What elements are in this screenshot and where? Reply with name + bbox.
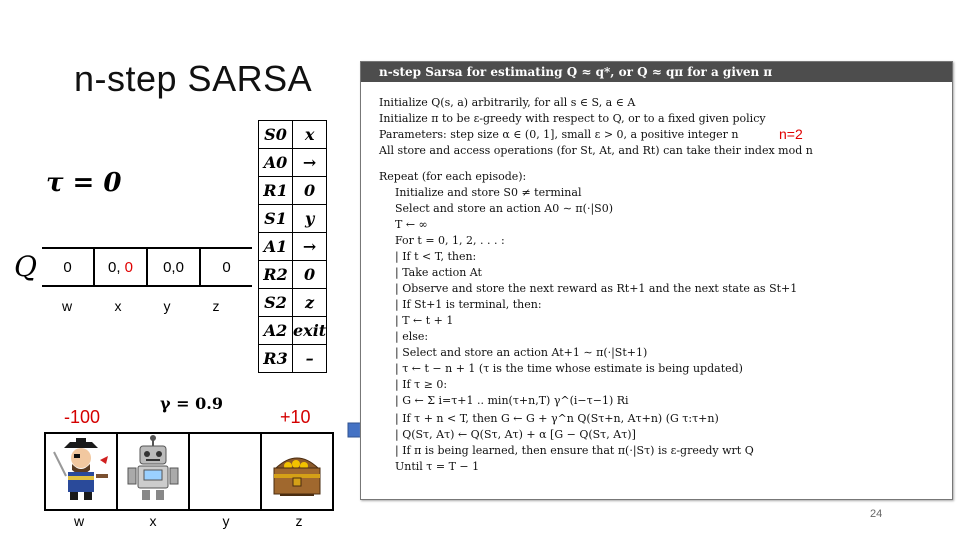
tau-equation: τ = 0 [46,168,122,198]
algorithm-line: | Take action At [395,266,482,279]
algorithm-line: | If t < T, then: [395,250,477,263]
q-cell-y: 0,0 [147,248,200,286]
q-cell-w: 0 [42,248,94,286]
pirate-icon [46,434,116,504]
algorithm-line: Repeat (for each episode): [379,170,527,183]
seq-label: A0 [259,149,293,177]
algorithm-line: All store and access operations (for St, At, and Rt) can take their index mod n [379,144,813,157]
algorithm-line: | Observe and store the next reward as Rt+1 and the next state as St+1 [395,282,798,295]
seq-label: R3 [259,345,293,373]
reward-left: -100 [64,407,101,427]
seq-value: – [293,345,327,373]
seq-value: 0 [293,261,327,289]
algorithm-line: Until τ = T − 1 [395,460,480,473]
grid-label-y: y [222,513,230,529]
seq-label: R1 [259,177,293,205]
grid-cell-x [117,433,189,510]
grid-cell-w [45,433,117,510]
seq-label: A1 [259,233,293,261]
algorithm-line: | Q(Sτ, Aτ) ← Q(Sτ, Aτ) + α [G − Q(Sτ, Aτ)] [395,428,636,441]
q-state-y: y [163,298,171,314]
seq-value: z [293,289,327,317]
algorithm-line: | τ ← t − n + 1 (τ is the time whose estimate is being updated) [395,362,743,375]
seq-value: → [293,233,327,261]
grid-world [44,432,334,511]
seq-value: → [293,149,327,177]
treasure-chest-icon [262,434,332,504]
q-cell-x [94,248,147,286]
robot-icon [118,434,188,504]
seq-label: S2 [259,289,293,317]
gamma-equation: γ = 0.9 [160,394,223,413]
seq-value: 0 [293,177,327,205]
q-state-z: z [212,298,220,314]
algorithm-line: Select and store an action A0 ∼ π(·|S0) [395,202,613,215]
algorithm-line: Initialize π to be ε-greedy with respect to Q, or to a fixed given policy [379,112,766,125]
algorithm-line: | If π is being learned, then ensure that π(·|Sτ) is ε-greedy wrt Q [395,444,754,457]
seq-label: A2 [259,317,293,345]
algorithm-line: Initialize Q(s, a) arbitrarily, for all s ∈ S, a ∈ A [379,96,636,109]
algorithm-header: n-step Sarsa for estimating Q ≈ q*, or Q ≈ qπ for a given π [361,62,952,82]
algorithm-line: T ← ∞ [395,218,428,231]
grid-label-z: z [295,513,303,529]
algorithm-line: For t = 0, 1, 2, . . . : [395,234,505,247]
algorithm-line: | T ← t + 1 [395,314,454,327]
algorithm-line: | If τ ≥ 0: [395,378,448,391]
q-cell-x-first: 0, [107,258,121,276]
algorithm-line: | Select and store an action At+1 ∼ π(·|St+1) [395,346,648,359]
algorithm-line: Initialize and store S0 ≠ terminal [395,186,582,199]
q-table [42,247,252,287]
q-cell-z: 0 [200,248,252,286]
algorithm-line: | If τ + n < T, then G ← G + γ^n Q(Sτ+n, Aτ+n) (G τ:τ+n) [395,412,719,425]
q-state-x: x [114,298,122,314]
seq-value: exit [293,317,327,345]
seq-value: y [293,205,327,233]
seq-label: S1 [259,205,293,233]
algorithm-line: | G ← Σ i=τ+1 .. min(τ+n,T) γ^(i−τ−1) Ri [395,394,629,407]
grid-label-w: w [73,513,85,529]
trajectory-table [258,120,327,373]
reward-right: +10 [280,407,311,427]
n-annotation: n=2 [779,126,803,142]
seq-label: S0 [259,121,293,149]
slide-title: n-step SARSA [74,58,313,99]
q-state-w: w [61,298,73,314]
page-number: 24 [870,508,883,520]
algorithm-box [360,61,953,500]
grid-cell-y [189,433,261,510]
seq-label: R2 [259,261,293,289]
algorithm-line: | If St+1 is terminal, then: [395,298,542,311]
grid-label-x: x [149,513,157,529]
q-cell-x-updated: 0 [124,258,134,276]
q-label: Q [14,250,37,283]
algorithm-line: Parameters: step size α ∈ (0, 1], small ε > 0, a positive integer n [379,128,739,141]
seq-value: x [293,121,327,149]
grid-cell-z [261,433,333,510]
algorithm-line: | else: [395,330,429,343]
